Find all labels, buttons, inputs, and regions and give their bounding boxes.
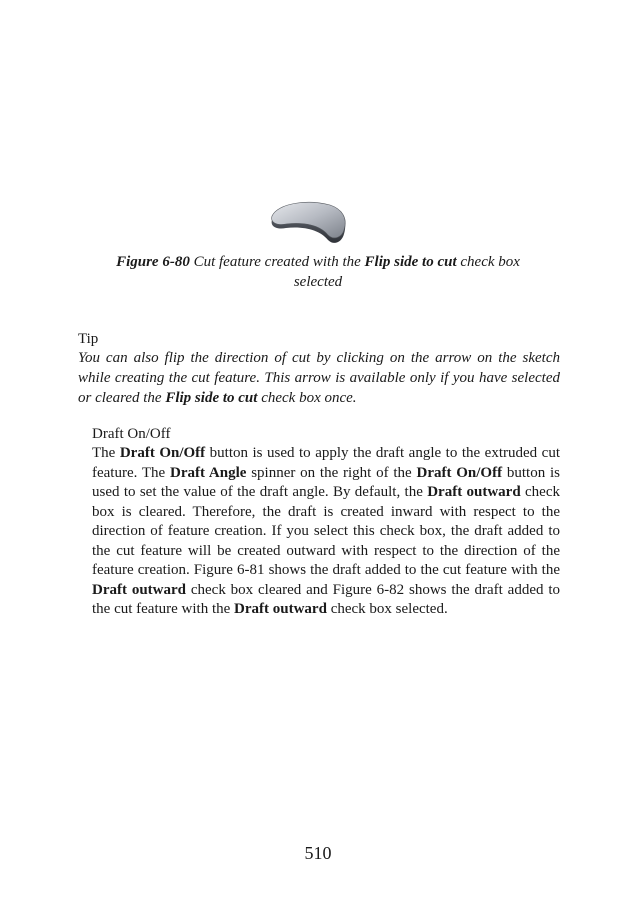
para-bold-term: Draft Angle: [169, 464, 247, 481]
caption-text-end: check box selected: [293, 254, 520, 290]
para-text: The: [92, 445, 120, 461]
tip-text: You can also flip the direction of cut by clicking on the arrow on the sketch while creating the cut feature. This arrow is available only if you have selected or cleared the: [78, 350, 560, 406]
para-text: check box selected.: [326, 601, 448, 617]
figure-caption: [92, 252, 544, 292]
tip-heading: Tip: [78, 331, 99, 347]
para-text: check box is cleared. Therefore, the draft is created inward with respect to the direction of feature creation. If you select this check box, the draft added to the cut feature will be created outward with respect to the direction of the feature creation. Figure 6-81 shows the draft added to the cut feature with the: [92, 484, 560, 578]
caption-bold-term: Flip side to cut: [364, 254, 457, 270]
section-paragraph: [92, 444, 560, 620]
para-text: button is used to apply the draft angle to the extruded cut feature. The: [92, 445, 560, 481]
section-heading: Draft On/Off: [92, 426, 171, 442]
para-bold-term: Draft outward: [427, 484, 521, 500]
tip-bold-term: Flip side to cut: [165, 390, 258, 406]
para-bold-term: Draft On/Off: [119, 445, 206, 461]
tip-paragraph: [78, 348, 560, 408]
para-bold-term: Draft outward: [234, 601, 327, 617]
para-text: spinner on the right of the: [246, 464, 417, 481]
figure-label: Figure 6-80: [116, 254, 190, 270]
para-bold-term: Draft outward: [92, 581, 186, 598]
para-text: button is used to set the value of the draft angle. By default, the: [92, 464, 560, 500]
caption-text: Cut feature created with the: [189, 254, 365, 270]
page-number: 510: [304, 843, 332, 863]
para-bold-term: Draft On/Off: [416, 464, 503, 481]
para-text: check box cleared and Figure 6-82 shows the draft added to the cut feature with the: [92, 581, 560, 617]
cut-feature-figure: [268, 200, 348, 248]
tip-text-end: check box once.: [257, 390, 357, 406]
